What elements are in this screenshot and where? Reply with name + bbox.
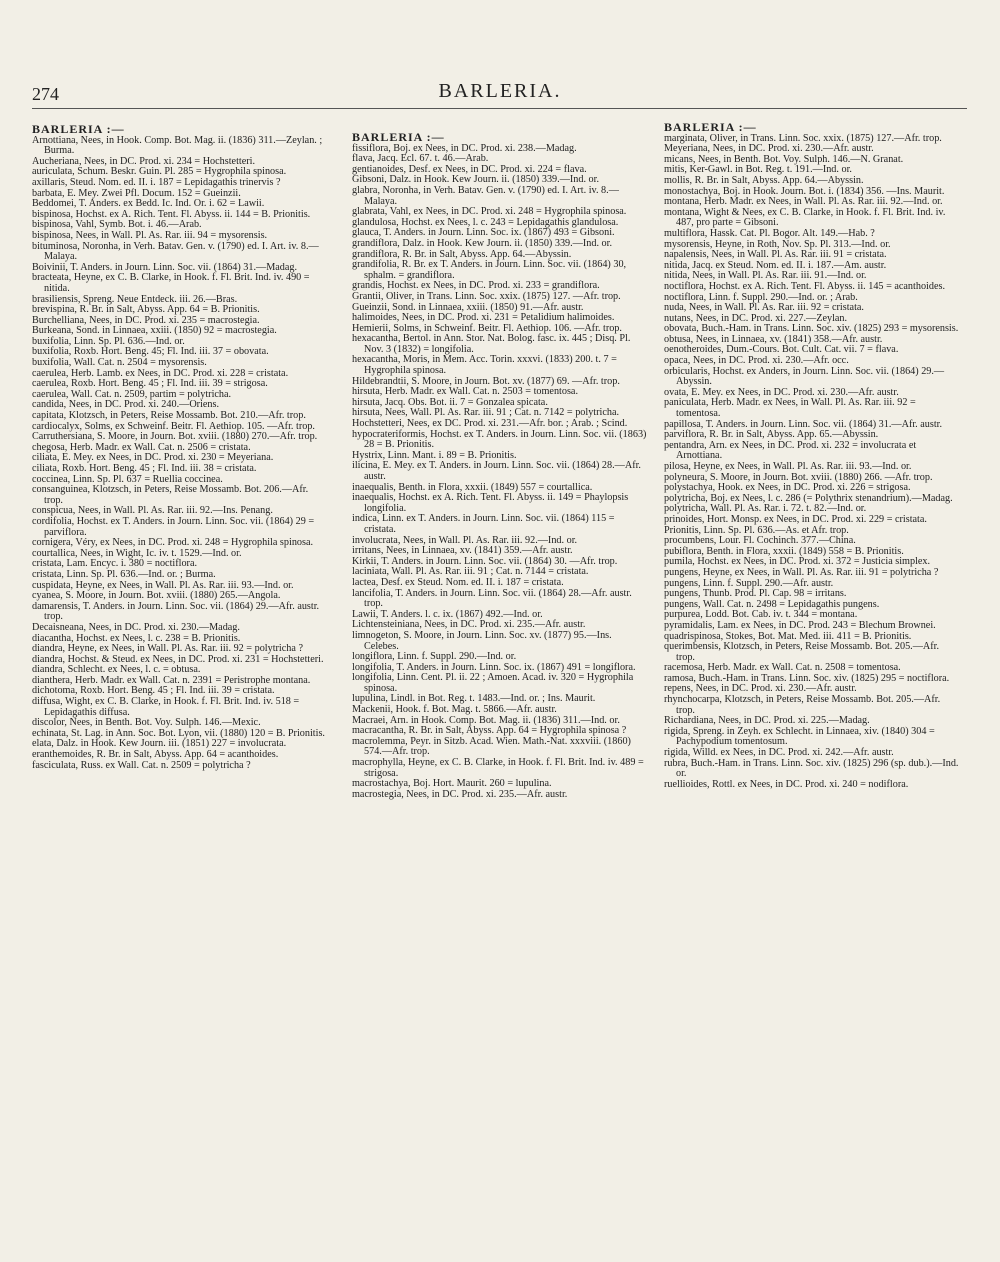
index-entry: multiflora, Hassk. Cat. Pl. Bogor. Alt. 149.—Hab. ? — [664, 227, 875, 239]
index-entry: eranthemoides, R. Br. in Salt, Abyss. App. 64 = acanthoides. — [32, 749, 279, 761]
index-entry: echinata, St. Lag. in Ann. Soc. Bot. Lyon, vii. (1880) 120 = B. Prionitis. — [32, 727, 325, 739]
index-entry: papillosa, T. Anders. in Journ. Linn. Soc. vii. (1864) 31.—Afr. austr. — [664, 418, 943, 430]
index-entry: monostachya, Boj. in Hook. Journ. Bot. i. (1834) 356. —Ins. Maurit. — [664, 185, 945, 197]
index-entry: pungens, Wall. Cat. n. 2498 = Lepidagathis pungens. — [664, 598, 880, 610]
index-entry: bispinosa, Vahl, Symb. Bot. i. 46.—Arab. — [32, 219, 202, 231]
index-entry: brevispina, R. Br. in Salt, Abyss. App. 64 = B. Prionitis. — [32, 304, 260, 316]
index-entry: pungens, Linn. f. Suppl. 290.—Afr. austr. — [664, 577, 834, 589]
index-entry: Burkeana, Sond. in Linnaea, xxiii. (1850) 92 = macrostegia. — [32, 325, 277, 337]
index-entry: Hochstetteri, Nees, ex DC. Prod. xi. 231.—Afr. bor. ; Arab. ; Scind. — [352, 418, 628, 430]
index-entry: hirsuta, Herb. Madr. ex Wall. Cat. n. 2503 = tomentosa. — [352, 386, 578, 398]
index-entry: paniculata, Herb. Madr. ex Nees, in Wall. Pl. As. Rar. iii. 92 = tomentosa. — [664, 397, 916, 420]
index-entry: longiflora, Linn. f. Suppl. 290.—Ind. or. — [352, 651, 517, 663]
index-entry: diandra, Hochst. & Steud. ex Nees, in DC. Prod. xi. 231 = Hochstetteri. — [32, 653, 324, 665]
index-entry: Decaisneana, Nees, in DC. Prod. xi. 230.—Madag. — [32, 621, 240, 633]
index-entry: purpurea, Lodd. Bot. Cab. iv. t. 344 = montana. — [664, 609, 858, 621]
index-entry: pyramidalis, Lam. ex Nees, in DC. Prod. 243 = Blechum Brownei. — [664, 619, 936, 631]
index-entry: consanguinea, Klotzsch, in Peters, Reise Mossamb. Bot. 206.—Afr. trop. — [32, 484, 309, 506]
index-entry: marginata, Oliver, in Trans. Linn. Soc. xxix. (1875) 127.—Afr. trop. — [664, 132, 942, 144]
index-entry: longifolia, Linn. Cent. Pl. ii. 22 ; Amoen. Acad. iv. 320 = Hygrophila spinosa. — [352, 672, 634, 694]
index-entry: Richardiana, Nees, in DC. Prod. xi. 225.—Madag. — [664, 715, 870, 727]
index-entry: macrolemma, Peyr. in Sitzb. Acad. Wien. Math.-Nat. xxxviii. (1860) 574.—Afr. trop. — [352, 735, 631, 758]
index-entry: obovata, Buch.-Ham. in Trans. Linn. Soc. xiv. (1825) 293 = mysorensis. — [664, 323, 959, 335]
index-entry: caerulea, Wall. Cat. n. 2509, partim = polytricha. — [32, 388, 232, 400]
index-entry: polyneura, S. Moore, in Journ. Bot. xviii. (1880) 266. —Afr. trop. — [664, 471, 933, 483]
index-entry: Lichtensteiniana, Nees, in DC. Prod. xi. 235.—Afr. austr. — [352, 619, 586, 631]
index-entry: Beddomei, T. Anders. ex Bedd. Ic. Ind. Or. i. 62 = Lawii. — [32, 198, 265, 210]
index-entry: damarensis, T. Anders. in Journ. Linn. Soc. vii. (1864) 29.—Afr. austr. trop. — [32, 600, 320, 623]
index-entry: Gibsoni, Dalz. in Hook. Kew Journ. ii. (1850) 339.—Ind. or. — [352, 174, 600, 186]
index-entry: gentianoides, Desf. ex Nees, in DC. Prod. xi. 224 = flava. — [352, 163, 587, 175]
index-entry: courtallica, Nees, in Wight, Ic. iv. t. 1529.—Ind. or. — [32, 547, 242, 559]
index-entry: pungens, Heyne, ex Nees, in Wall. Pl. As. Rar. iii. 91 = polytricha ? — [664, 566, 939, 578]
index-entry: lupulina, Lindl. in Bot. Reg. t. 1483.—Ind. or. ; Ins. Maurit. — [352, 693, 596, 705]
index-entry: chegosa, Herb. Madr. ex Wall. Cat. n. 2506 = cristata. — [32, 441, 251, 453]
index-entry: elata, Dalz. in Hook. Kew Journ. iii. (1851) 227 = involucrata. — [32, 738, 287, 750]
index-entry: barbata, E. Mey. Zwei Pfl. Docum. 152 = Gueinzii. — [32, 187, 241, 199]
index-entry: cuspidata, Heyne, ex Nees, in Wall. Pl. As. Rar. iii. 93.—Ind. or. — [32, 579, 294, 591]
index-entry: nutans, Nees, in DC. Prod. xi. 227.—Zeylan. — [664, 312, 848, 324]
index-entry: Aucheriana, Nees, in DC. Prod. xi. 234 = Hochstetteri. — [32, 155, 256, 167]
index-entry: diandra, Heyne, ex Nees, in Wall. Pl. As. Rar. iii. 92 = polytricha ? — [32, 643, 303, 655]
index-entry: axillaris, Steud. Nom. ed. II. i. 187 = Lepidagathis trinervis ? — [32, 176, 281, 188]
index-entry: hexacantha, Bertol. in Ann. Stor. Nat. Bolog. fasc. ix. 445 ; Disq. Pl. Nov. 3 (1832) = longifolia. — [352, 333, 631, 355]
index-entry: lactea, Desf. ex Steud. Nom. ed. II. i. 187 = cristata. — [352, 576, 564, 588]
index-entry: Hildebrandtii, S. Moore, in Journ. Bot. xv. (1877) 69. —Afr. trop. — [352, 375, 620, 387]
index-entry: rigida, Willd. ex Nees, in DC. Prod. xi. 242.—Afr. austr. — [664, 747, 894, 759]
index-entry: Macraei, Arn. in Hook. Comp. Bot. Mag. ii. (1836) 311.—Ind. or. — [352, 714, 620, 726]
index-entry: parviflora, R. Br. in Salt, Abyss. App. 65.—Abyssin. — [664, 429, 879, 441]
index-entry: involucrata, Nees, in Wall. Pl. As. Rar. iii. 92.—Ind. or. — [352, 534, 578, 546]
index-entry: micans, Nees, in Benth. Bot. Voy. Sulph. 146.—N. Granat. — [664, 153, 904, 165]
index-entry: ovata, E. Mey. ex Nees, in DC. Prod. xi. 230.—Afr. austr. — [664, 386, 899, 398]
index-entry: orbicularis, Hochst. ex Anders, in Journ. Linn. Soc. vii. (1864) 29.—Abyssin. — [664, 365, 945, 388]
index-entry: caerulea, Roxb. Hort. Beng. 45 ; Fl. Ind. iii. 39 = strigosa. — [32, 378, 268, 390]
index-entry: rubra, Buch.-Ham. in Trans. Linn. Soc. xiv. (1825) 296 (sp. dub.).—Ind. or. — [664, 757, 959, 780]
index-entry: cyanea, S. Moore, in Journ. Bot. xviii. (1880) 265.—Angola. — [32, 590, 281, 602]
column-heading: BARLERIA :— — [32, 122, 125, 136]
index-entry: cordifolia, Hochst. ex T. Anders. in Journ. Linn. Soc. vii. (1864) 29 = parviflora. — [32, 515, 315, 538]
index-entry: pubiflora, Benth. in Flora, xxxii. (1849) 558 = B. Prionitis. — [664, 545, 904, 557]
index-entry: bispinosa, Nees, in Wall. Pl. As. Rar. iii. 94 = mysorensis. — [32, 229, 268, 241]
index-entry: conspicua, Nees, in Wall. Pl. As. Rar. iii. 92.—Ins. Penang. — [32, 505, 273, 517]
index-entry: bituminosa, Noronha, in Verh. Batav. Gen. v. (1790) ed. I. Art. iv. 8.—Malaya. — [32, 240, 319, 263]
index-entry: ramosa, Buch.-Ham. in Trans. Linn. Soc. xiv. (1825) 295 = noctiflora. — [664, 672, 950, 684]
index-entry: diacantha, Hochst. ex Nees, l. c. 238 = B. Prionitis. — [32, 632, 241, 644]
index-entry: opaca, Nees, in DC. Prod. xi. 230.—Afr. occ. — [664, 355, 849, 367]
index-entry: Burchelliana, Nees, in DC. Prod. xi. 235 = macrostegia. — [32, 314, 260, 326]
header-rule — [32, 108, 967, 109]
index-entry: Boivinii, T. Anders. in Journ. Linn. Soc. vii. (1864) 31.—Madag. — [32, 261, 298, 273]
index-entry: nitida, Jacq. ex Steud. Nom. ed. II. i. 187.—Am. austr. — [664, 259, 887, 271]
index-entry: querimbensis, Klotzsch, in Peters, Reise Mossamb. Bot. 205.—Afr. trop. — [664, 641, 940, 663]
column-1 — [32, 118, 327, 1254]
page-title: BARLERIA. — [438, 80, 562, 102]
index-entry: macracantha, R. Br. in Salt, Abyss. App. 64 = Hygrophila spinosa ? — [352, 725, 627, 737]
index-entry: glandulosa, Hochst. ex Nees, l. c. 243 = Lepidagathis glandulosa. — [352, 216, 619, 228]
index-entry: glabrata, Vahl, ex Nees, in DC. Prod. xi. 248 = Hygrophila spinosa. — [352, 206, 627, 218]
index-entry: dianthera, Herb. Madr. ex Wall. Cat. n. 2391 = Peristrophe montana. — [32, 674, 311, 686]
index-entry: cristata, Linn. Sp. Pl. 636.—Ind. or. ; Burma. — [32, 568, 216, 580]
index-entry: Kirkii, T. Anders. in Journ. Linn. Soc. vii. (1864) 30. —Afr. trop. — [352, 555, 618, 567]
index-entry: cristata, Lam. Encyc. i. 380 = noctiflora. — [32, 558, 198, 570]
column-heading: BARLERIA :— — [664, 120, 757, 134]
index-entry: macrostachya, Boj. Hort. Maurit. 260 = lupulina. — [352, 778, 552, 790]
index-entry: Mackenii, Hook. f. Bot. Mag. t. 5866.—Afr. austr. — [352, 704, 557, 716]
index-entry: grandiflora, R. Br. in Salt, Abyss. App. 64.—Abyssin. — [352, 248, 572, 260]
index-entry: noctiflora, Linn. f. Suppl. 290.—Ind. or. ; Arab. — [664, 291, 858, 303]
index-entry: fasciculata, Russ. ex Wall. Cat. n. 2509 = polytricha ? — [32, 759, 251, 771]
index-entry: nitida, Nees, in Wall. Pl. As. Rar. iii. 91.—Ind. or. — [664, 270, 867, 282]
index-entry: glabra, Noronha, in Verh. Batav. Gen. v. (1790) ed. I. Art. iv. 8.—Malaya. — [352, 184, 619, 207]
index-entry: diandra, Schlecht. ex Nees, l. c. = obtusa. — [32, 664, 201, 676]
index-entry: polystachya, Hook. ex Nees, in DC. Prod. xi. 226 = strigosa. — [664, 482, 911, 494]
index-entry: inaequalis, Benth. in Flora, xxxii. (1849) 557 = courtallica. — [352, 481, 593, 493]
index-entry: repens, Nees, in DC. Prod. xi. 230.—Afr. austr. — [664, 683, 857, 695]
index-entry: prinoides, Hort. Monsp. ex Nees, in DC. Prod. xi. 229 = cristata. — [664, 513, 927, 525]
index-entry: pumila, Hochst. ex Nees, in DC. Prod. xi. 372 = Justicia simplex. — [664, 556, 931, 568]
index-entry: noctiflora, Hochst. ex A. Rich. Tent. Fl. Abyss. ii. 145 = acanthoides. — [664, 280, 946, 292]
index-entry: polytricha, Boj. ex Nees, l. c. 286 (= Polythrix stenandrium).—Madag. — [664, 492, 953, 504]
index-entry: hirsuta, Jacq. Obs. Bot. ii. 7 = Gonzalea spicata. — [352, 396, 548, 408]
index-entry: irritans, Nees, in Linnaea, xv. (1841) 359.—Afr. austr. — [352, 545, 573, 557]
index-entry: buxifolia, Roxb. Hort. Beng. 45; Fl. Ind. iii. 37 = obovata. — [32, 346, 269, 358]
index-entry: ciliata, Roxb. Hort. Beng. 45 ; Fl. Ind. iii. 38 = cristata. — [32, 463, 257, 474]
index-entry: lancifolia, T. Anders. in Journ. Linn. Soc. vii. (1864) 28.—Afr. austr. trop. — [352, 587, 632, 610]
index-entry: glauca, T. Anders. in Journ. Linn. Soc. ix. (1867) 493 = Gibsoni. — [352, 227, 615, 239]
index-entry: racemosa, Herb. Madr. ex Wall. Cat. n. 2508 = tomentosa. — [664, 662, 901, 674]
index-entry: dichotoma, Roxb. Hort. Beng. 45 ; Fl. Ind. iii. 39 = cristata. — [32, 685, 275, 697]
index-entry: macrophylla, Heyne, ex C. B. Clarke, in Hook. f. Fl. Brit. Ind. iv. 489 = strigosa. — [352, 757, 644, 779]
index-entry: ruellioides, Rottl. ex Nees, in DC. Prod. xi. 240 = nodiflora. — [664, 778, 909, 790]
index-entry: limnogeton, S. Moore, in Journ. Linn. Soc. xv. (1877) 95.—Ins. Celebes. — [352, 629, 612, 652]
index-entry: grandis, Hochst. ex Nees, in DC. Prod. xi. 233 = grandiflora. — [352, 280, 600, 292]
index-entry: caerulea, Herb. Lamb. ex Nees, in DC. Prod. xi. 228 = cristata. — [32, 367, 289, 379]
index-entry: montana, Wight & Nees, ex C. B. Clarke, in Hook. f. Fl. Brit. Ind. iv. 487, pro parte = Gibsoni. — [664, 206, 946, 229]
page-number: 274 — [32, 84, 59, 104]
index-entry: ciliata, E. Mey. ex Nees, in DC. Prod. xi. 230 = Meyeriana. — [32, 452, 274, 464]
index-entry: montana, Herb. Madr. ex Nees, in Wall. Pl. As. Rar. iii. 92.—Ind. or. — [664, 196, 943, 208]
index-entry: quadrispinosa, Stokes, Bot. Mat. Med. iii. 411 = B. Prionitis. — [664, 630, 912, 642]
index-entry: buxifolia, Linn. Sp. Pl. 636.—Ind. or. — [32, 335, 185, 347]
column-2 — [352, 126, 647, 1262]
index-entry: pungens, Thunb. Prod. Pl. Cap. 98 = irritans. — [664, 588, 847, 600]
index-entry: mollis, R. Br. in Salt, Abyss. App. 64.—Abyssin. — [664, 174, 864, 186]
index-entry: brasiliensis, Spreng. Neue Entdeck. iii. 26.—Bras. — [32, 293, 238, 305]
index-entry: Arnottiana, Nees, in Hook. Comp. Bot. Mag. ii. (1836) 311.—Zeylan. ; Burma. — [32, 134, 323, 157]
index-entry: laciniata, Wall. Pl. As. Rar. iii. 91 ; Cat. n. 7144 = cristata. — [352, 566, 589, 578]
index-entry: grandifolia, R. Br. ex T. Anders. in Journ. Linn. Soc. vii. (1864) 30, sphalm. = grandiflora. — [352, 259, 627, 281]
index-entry: rigida, Spreng. in Zeyh. ex Schlecht. in Linnaea, xiv. (1840) 304 = Pachypodium tomentosum. — [664, 725, 935, 748]
index-entry: rhynchocarpa, Klotzsch, in Peters, Reise Mossamb. Bot. 205.—Afr. trop. — [664, 694, 941, 716]
column-heading: BARLERIA :— — [352, 130, 445, 144]
index-entry: coccinea, Linn. Sp. Pl. 637 = Ruellia coccinea. — [32, 473, 223, 485]
index-entry: bracteata, Heyne, ex C. B. Clarke, in Hook. f. Fl. Brit. Ind. iv. 490 = nitida. — [32, 272, 310, 294]
index-entry: cardiocalyx, Solms, ex Schweinf. Beitr. Fl. Aethiop. 105. —Afr. trop. — [32, 420, 315, 432]
index-entry: pentandra, Arn. ex Nees, in DC. Prod. xi. 232 = involucrata et Arnottiana. — [664, 439, 917, 462]
index-entry: mitis, Ker-Gawl. in Bot. Reg. t. 191.—Ind. or. — [664, 164, 852, 176]
index-entry: obtusa, Nees, in Linnaea, xv. (1841) 358.—Afr. austr. — [664, 333, 883, 345]
index-entry: napalensis, Nees, in Wall. Pl. As. Rar. iii. 91 = cristata. — [664, 249, 887, 261]
index-entry: cornigera, Véry, ex Nees, in DC. Prod. xi. 248 = Hygrophila spinosa. — [32, 537, 314, 549]
index-entry: Gueinzii, Sond. in Linnaea, xxiii. (1850) 91.—Afr. austr. — [352, 301, 584, 313]
index-entry: Meyeriana, Nees, in DC. Prod. xi. 230.—Afr. austr. — [664, 143, 874, 155]
index-entry: nuda, Nees, in Wall. Pl. As. Rar. iii. 92 = cristata. — [664, 302, 864, 314]
index-entry: grandiflora, Dalz. in Hook. Kew Journ. ii. (1850) 339.—Ind. or. — [352, 237, 613, 249]
index-entry: Hystrix, Linn. Mant. i. 89 = B. Prionitis. — [352, 449, 517, 461]
index-entry: diffusa, Wight, ex C. B. Clarke, in Hook. f. Fl. Brit. Ind. iv. 518 = Lepidagathis diffusa. — [32, 696, 300, 718]
index-entry: halimoides, Nees, in DC. Prod. xi. 231 = Petalidium halimoides. — [352, 312, 615, 324]
index-entry: Carruthersiana, S. Moore, in Journ. Bot. xviii. (1880) 270.—Afr. trop. — [32, 431, 318, 443]
index-entry: capitata, Klotzsch, in Peters, Reise Mossamb. Bot. 210.—Afr. trop. — [32, 410, 306, 422]
index-entry: indica, Linn. ex T. Anders. in Journ. Linn. Soc. vii. (1864) 115 = cristata. — [352, 513, 615, 535]
index-entry: hypocrateriformis, Hochst. ex T. Anders. in Journ. Linn. Soc. vii. (1863) 28 = B. Prionitis. — [352, 428, 647, 451]
index-entry: Prionitis, Linn. Sp. Pl. 636.—As. et Afr. trop. — [664, 524, 849, 536]
index-entry: Hemierii, Solms, in Schweinf. Beitr. Fl. Aethiop. 106. —Afr. trop. — [352, 322, 622, 334]
index-entry: hirsuta, Nees, Wall. Pl. As. Rar. iii. 91 ; Cat. n. 7142 = polytricha. — [352, 407, 620, 419]
index-entry: flava, Jacq. Ecl. 67. t. 46.—Arab. — [352, 153, 489, 165]
column-3 — [664, 116, 959, 1252]
index-entry: procumbens, Lour. Fl. Cochinch. 377.—China. — [664, 535, 856, 547]
index-entry: inaequalis, Hochst. ex A. Rich. Tent. Fl. Abyss. ii. 149 = Phaylopsis longifolia. — [352, 492, 629, 514]
index-entry: candida, Nees, in DC. Prod. xi. 240.—Oriens. — [32, 399, 220, 411]
index-entry: Lawii, T. Anders. l. c. ix. (1867) 492.—Ind. or. — [352, 608, 543, 620]
index-entry: oenotheroides, Dum.-Cours. Bot. Cult. Cat. vii. 7 = flava. — [664, 344, 899, 356]
index-entry: auriculata, Schum. Beskr. Guin. Pl. 285 = Hygrophila spinosa. — [32, 166, 287, 178]
index-entry: longifolia, T. Anders. in Journ. Linn. Soc. ix. (1867) 491 = longiflora. — [352, 661, 636, 673]
index-entry: fissiflora, Boj. ex Nees, in DC. Prod. xi. 238.—Madag. — [352, 142, 577, 154]
index-entry: bispinosa, Hochst. ex A. Rich. Tent. Fl. Abyss. ii. 144 = B. Prionitis. — [32, 208, 311, 220]
index-entry: ilicina, E. Mey. ex T. Anders. in Journ. Linn. Soc. vii. (1864) 28.—Afr. austr. — [352, 460, 641, 482]
index-entry: polytricha, Wall. Pl. As. Rar. i. 72. t. 82.—Ind. or. — [664, 503, 867, 515]
index-entry: mysorensis, Heyne, in Roth, Nov. Sp. Pl. 313.—Ind. or. — [664, 238, 891, 250]
index-entry: macrostegia, Nees, in DC. Prod. xi. 235.—Afr. austr. — [352, 788, 568, 800]
index-entry: pilosa, Heyne, ex Nees, in Wall. Pl. As. Rar. iii. 93.—Ind. or. — [664, 461, 912, 472]
index-entry: Grantii, Oliver, in Trans. Linn. Soc. xxix. (1875) 127. —Afr. trop. — [352, 290, 621, 302]
index-entry: discolor, Nees, in Benth. Bot. Voy. Sulph. 146.—Mexic. — [32, 717, 261, 729]
index-entry: hexacantha, Moris, in Mem. Acc. Torin. xxxvi. (1833) 200. t. 7 = Hygrophila spinosa. — [352, 354, 617, 377]
index-entry: buxifolia, Wall. Cat. n. 2504 = mysorensis. — [32, 357, 207, 369]
